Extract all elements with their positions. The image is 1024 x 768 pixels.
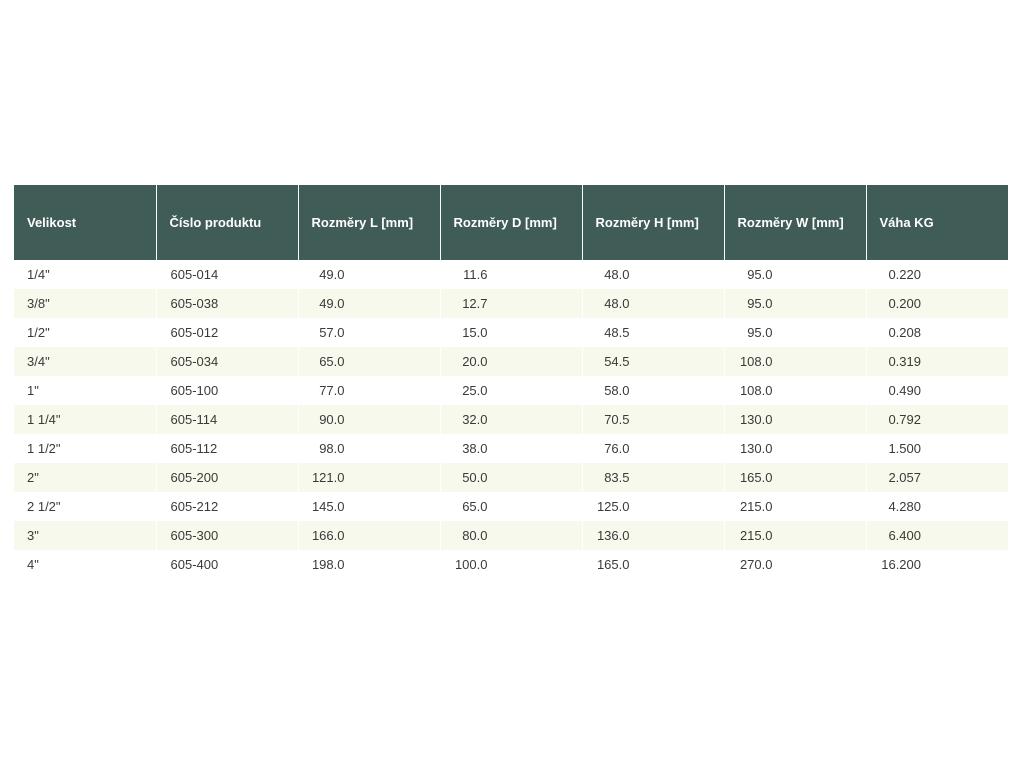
header-velikost: Velikost	[14, 185, 156, 260]
cell-dim-w: 130.0	[724, 434, 866, 463]
cell-product-number: 605-038	[156, 289, 298, 318]
cell-weight-kg: 0.490	[866, 376, 1008, 405]
cell-weight-kg: 0.208	[866, 318, 1008, 347]
cell-size: 1/2"	[14, 318, 156, 347]
cell-dim-h: 48.5	[582, 318, 724, 347]
table-body	[14, 260, 1008, 579]
cell-size: 3/4"	[14, 347, 156, 376]
cell-product-number: 605-100	[156, 376, 298, 405]
cell-size: 2 1/2"	[14, 492, 156, 521]
cell-dim-w: 165.0	[724, 463, 866, 492]
cell-product-number: 605-300	[156, 521, 298, 550]
cell-weight-kg: 1.500	[866, 434, 1008, 463]
cell-dim-w: 215.0	[724, 492, 866, 521]
table-row	[14, 318, 1008, 347]
cell-dim-d: 80.0	[440, 521, 582, 550]
cell-dim-d: 11.6	[440, 260, 582, 289]
cell-dim-d: 65.0	[440, 492, 582, 521]
table-row	[14, 463, 1008, 492]
cell-dim-h: 70.5	[582, 405, 724, 434]
cell-dim-d: 20.0	[440, 347, 582, 376]
cell-size: 1/4"	[14, 260, 156, 289]
cell-dim-d: 32.0	[440, 405, 582, 434]
cell-dim-h: 54.5	[582, 347, 724, 376]
table-row	[14, 289, 1008, 318]
cell-dim-l: 166.0	[298, 521, 440, 550]
cell-product-number: 605-112	[156, 434, 298, 463]
table-row	[14, 492, 1008, 521]
header-cislo-produktu: Číslo produktu	[156, 185, 298, 260]
cell-dim-l: 77.0	[298, 376, 440, 405]
cell-dim-l: 49.0	[298, 260, 440, 289]
cell-product-number: 605-034	[156, 347, 298, 376]
cell-dim-w: 95.0	[724, 289, 866, 318]
cell-size: 3"	[14, 521, 156, 550]
cell-dim-w: 215.0	[724, 521, 866, 550]
header-rozmery-w: Rozměry W [mm]	[724, 185, 866, 260]
cell-dim-w: 95.0	[724, 260, 866, 289]
cell-dim-d: 15.0	[440, 318, 582, 347]
cell-weight-kg: 4.280	[866, 492, 1008, 521]
cell-size: 4"	[14, 550, 156, 579]
product-spec-table	[14, 185, 1008, 579]
cell-dim-d: 25.0	[440, 376, 582, 405]
cell-dim-h: 48.0	[582, 289, 724, 318]
cell-dim-h: 136.0	[582, 521, 724, 550]
cell-dim-h: 48.0	[582, 260, 724, 289]
table-row	[14, 521, 1008, 550]
cell-weight-kg: 6.400	[866, 521, 1008, 550]
cell-weight-kg: 0.792	[866, 405, 1008, 434]
cell-dim-d: 50.0	[440, 463, 582, 492]
cell-size: 1 1/2"	[14, 434, 156, 463]
cell-dim-w: 95.0	[724, 318, 866, 347]
cell-product-number: 605-212	[156, 492, 298, 521]
cell-dim-d: 12.7	[440, 289, 582, 318]
cell-dim-l: 49.0	[298, 289, 440, 318]
cell-dim-h: 125.0	[582, 492, 724, 521]
header-vaha-kg: Váha KG	[866, 185, 1008, 260]
table-header-row	[14, 185, 1008, 260]
cell-dim-l: 198.0	[298, 550, 440, 579]
header-rozmery-l: Rozměry L [mm]	[298, 185, 440, 260]
cell-dim-w: 130.0	[724, 405, 866, 434]
cell-weight-kg: 2.057	[866, 463, 1008, 492]
cell-dim-w: 108.0	[724, 347, 866, 376]
cell-product-number: 605-114	[156, 405, 298, 434]
table-row	[14, 376, 1008, 405]
cell-dim-h: 76.0	[582, 434, 724, 463]
cell-product-number: 605-014	[156, 260, 298, 289]
cell-product-number: 605-400	[156, 550, 298, 579]
cell-dim-w: 270.0	[724, 550, 866, 579]
cell-size: 2"	[14, 463, 156, 492]
cell-dim-l: 98.0	[298, 434, 440, 463]
table-row	[14, 550, 1008, 579]
table-row	[14, 260, 1008, 289]
cell-dim-h: 58.0	[582, 376, 724, 405]
cell-dim-l: 90.0	[298, 405, 440, 434]
cell-dim-l: 145.0	[298, 492, 440, 521]
header-rozmery-h: Rozměry H [mm]	[582, 185, 724, 260]
cell-dim-h: 83.5	[582, 463, 724, 492]
cell-size: 1 1/4"	[14, 405, 156, 434]
table-row	[14, 405, 1008, 434]
table-row	[14, 434, 1008, 463]
cell-dim-h: 165.0	[582, 550, 724, 579]
cell-product-number: 605-200	[156, 463, 298, 492]
cell-dim-w: 108.0	[724, 376, 866, 405]
cell-product-number: 605-012	[156, 318, 298, 347]
cell-weight-kg: 0.200	[866, 289, 1008, 318]
cell-weight-kg: 0.220	[866, 260, 1008, 289]
cell-dim-l: 121.0	[298, 463, 440, 492]
cell-dim-d: 100.0	[440, 550, 582, 579]
cell-weight-kg: 0.319	[866, 347, 1008, 376]
cell-dim-l: 57.0	[298, 318, 440, 347]
header-rozmery-d: Rozměry D [mm]	[440, 185, 582, 260]
cell-weight-kg: 16.200	[866, 550, 1008, 579]
cell-dim-d: 38.0	[440, 434, 582, 463]
cell-dim-l: 65.0	[298, 347, 440, 376]
cell-size: 3/8"	[14, 289, 156, 318]
table-row	[14, 347, 1008, 376]
cell-size: 1"	[14, 376, 156, 405]
